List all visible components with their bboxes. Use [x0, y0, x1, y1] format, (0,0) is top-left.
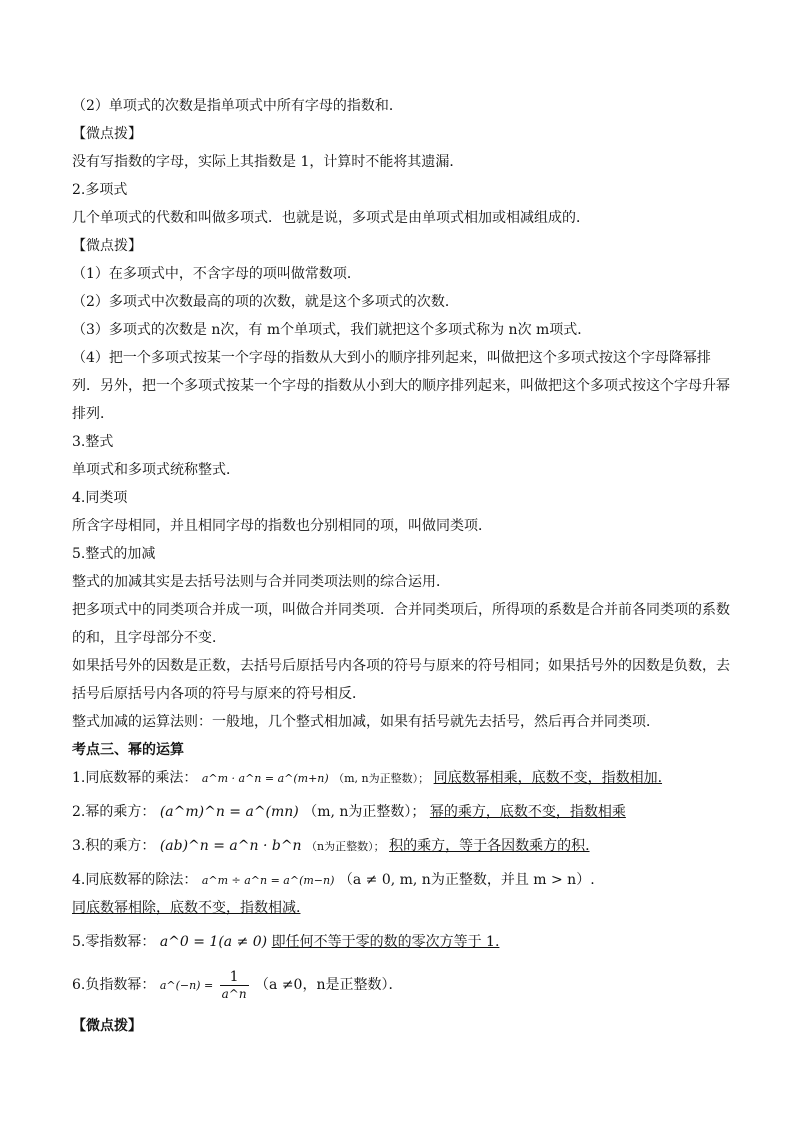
- rule-label: 1.同底数幂的乘法：: [72, 770, 198, 786]
- text-line: （3）多项式的次数是 n次，有 m个单项式，我们就把这个多项式称为 n次 m项式．: [72, 322, 592, 338]
- text-paragraph: 把多项式中的同类项合并成一项，叫做合并同类项．合并同类项后，所得项的系数是合并前各同类项的系数的和，且字母部分不变．: [72, 602, 730, 646]
- fraction: [220, 969, 249, 1002]
- text-line: （1）在多项式中，不含字母的项叫做常数项．: [72, 266, 361, 282]
- section-heading: 5.整式的加减: [72, 546, 156, 562]
- rule-3: [72, 832, 732, 860]
- text-line: （2）单项式的次数是指单项式中所有字母的指数和．: [72, 98, 403, 114]
- text-line: 单项式和多项式统称整式．: [72, 462, 240, 478]
- formula: (ab)^n = a^n · b^n: [159, 838, 302, 854]
- section-heading: 2.多项式: [72, 182, 128, 198]
- text-paragraph: 如果括号外的因数是正数，去括号后原括号内各项的符号与原来的符号相同；如果括号外的因数是负数，去括号后原括号内各项的符号与原来的符号相反．: [72, 658, 730, 702]
- rule-note: 即任何不等于零的数的零次方等于 1.: [271, 934, 500, 950]
- formula-condition: （m, n为正整数）；: [333, 772, 430, 785]
- section-heading: 4.同类项: [72, 490, 128, 506]
- formula-condition: （a ≠ 0, m, n为正整数，并且 m > n）.: [338, 872, 595, 888]
- formula-condition: （m, n为正整数）；: [303, 804, 426, 820]
- formula: a^m ÷ a^n = a^(m−n): [201, 874, 335, 887]
- rule-label: 2.幂的乘方：: [72, 804, 156, 820]
- text-line: 几个单项式的代数和叫做多项式．也就是说，多项式是由单项式相加或相减组成的．: [72, 210, 590, 226]
- formula-condition: （n为正整数）；: [306, 840, 385, 853]
- section-heading: 3.整式: [72, 434, 114, 450]
- fraction-numerator: 1: [220, 969, 249, 986]
- rule-note: 同底数幂相除，底数不变，指数相减.: [72, 900, 301, 916]
- fraction-denominator: a^n: [221, 986, 247, 1001]
- tip-heading: 【微点拨】: [72, 1018, 142, 1034]
- text-paragraph: （4）把一个多项式按某一个字母的指数从大到小的顺序排列起来，叫做把这个多项式按这个字母降幂排列．另外，把一个多项式按某一个字母的指数从小到大的顺序排列起来，叫做把这个多项式按这个字母升幂排列．: [72, 350, 730, 422]
- section-heading-bold: 考点三、幂的运算: [72, 742, 184, 758]
- rule-1: [72, 764, 732, 792]
- rule-note: 幂的乘方，底数不变，指数相乘: [429, 804, 626, 820]
- rule-label: 5.零指数幂：: [72, 934, 156, 950]
- formula: (a^m)^n = a^(mn): [159, 804, 299, 820]
- formula: a^m · a^n = a^(m+n): [201, 772, 329, 785]
- text-line: 整式加减的运算法则：一般地，几个整式相加减，如果有括号就先去括号，然后再合并同类项．: [72, 714, 660, 730]
- formula-lhs: a^(−n) =: [159, 979, 214, 992]
- text-line: （2）多项式中次数最高的项的次数，就是这个多项式的次数．: [72, 294, 459, 310]
- rule-6: [72, 964, 732, 1006]
- rule-note: 同底数幂相乘，底数不变，指数相加.: [433, 770, 663, 786]
- rule-label: 6.负指数幂：: [72, 977, 156, 993]
- rule-note: 积的乘方，等于各因数乘方的积.: [389, 838, 590, 854]
- formula-condition: （a ≠0，n是正整数）．: [255, 977, 403, 993]
- rule-4: [72, 866, 732, 894]
- text-line: 所含字母相同，并且相同字母的指数也分别相同的项，叫做同类项．: [72, 518, 492, 534]
- text-line: 没有写指数的字母，实际上其指数是 1，计算时不能将其遗漏．: [72, 154, 464, 170]
- rule-label: 4.同底数幂的除法：: [72, 872, 198, 888]
- text-line: 整式的加减其实是去括号法则与合并同类项法则的综合运用．: [72, 574, 450, 590]
- tip-heading: 【微点拨】: [72, 126, 142, 142]
- tip-heading: 【微点拨】: [72, 238, 142, 254]
- rule-label: 3.积的乘方：: [72, 838, 156, 854]
- document-body: [72, 92, 732, 1040]
- rule-2: [72, 798, 732, 826]
- rule-5: [72, 928, 732, 956]
- formula: a^0 = 1(a ≠ 0): [159, 934, 268, 950]
